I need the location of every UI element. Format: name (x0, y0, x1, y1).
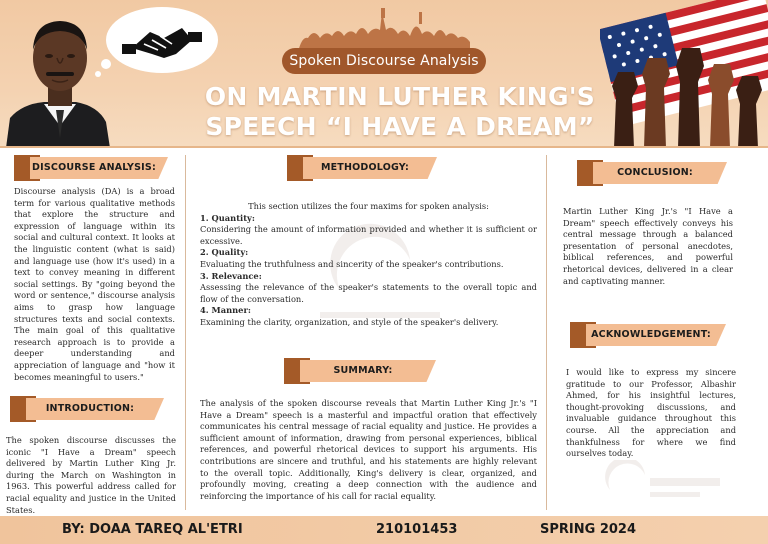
discourse-analysis-banner (14, 155, 168, 181)
conclusion-banner (577, 160, 727, 186)
maxim-text: Examining the clarity, organization, and style of the speaker's delivery. (200, 316, 499, 327)
maxim-title: 4. Manner: (200, 305, 251, 316)
column-divider-left (185, 155, 186, 510)
header-divider (0, 146, 768, 148)
author-name: BY: DOAA TAREQ AL'ETRI (62, 522, 243, 537)
title-line-1: ON MARTIN LUTHER KING'S (204, 82, 596, 111)
topic-pill: Spoken Discourse Analysis (282, 48, 486, 74)
acknowledgement-heading: ACKNOWLEDGEMENT: (591, 329, 711, 340)
discourse-analysis-body: Discourse analysis (DA) is a broad term for various qualitative methods that explore the structure and expression of language within its social and cultural context. It looks at the linguistic content (what is said) and language use (how it's used) in a text to convey meaning in different social settings. By "going beyond the word or sentence," discourse analysis aims to grasp how language structures texts and social contexts. The main goal of this qualitative research approach is to provide a deeper understanding and appreciation of language and "how it becomes meaningful to users." (14, 186, 175, 382)
methodology-heading: METHODOLOGY: (320, 162, 410, 173)
poster-footer (0, 516, 768, 544)
maxim-text: Considering the amount of information provided and whether it is sufficient or excessive. (200, 224, 537, 246)
flag-and-fists-illustration (600, 0, 768, 148)
methodology-banner (287, 155, 437, 181)
crowd-silhouette-icon (298, 8, 470, 52)
summary-heading: SUMMARY: (333, 365, 393, 376)
conclusion-body: Martin Luther King Jr.'s "I Have a Dream" speech effectively conveys his central message through a balanced presentation of personal anecdotes, biblical references, and powerful rhetorical devices, delivered in a clear and captivating manner. (563, 206, 733, 286)
maxim-title: 2. Quality: (200, 247, 249, 258)
poster-header (0, 0, 768, 148)
summary-banner (284, 358, 436, 384)
handshake-thought-bubble-icon (92, 4, 220, 82)
methodology-body (200, 201, 537, 329)
title-line-2: SPEECH “I HAVE A DREAM” (205, 112, 595, 141)
introduction-heading: INTRODUCTION: (45, 403, 135, 414)
maxim-text: Evaluating the truthfulness and sincerity of the speaker's contributions. (200, 258, 504, 269)
summary-body: The analysis of the spoken discourse reveals that Martin Luther King Jr.'s "I Have a Dream" speech is a masterful and impactful oration that effectively communicates his central message of racial equality and justice. He provides a sufficient amount of information, drawing from personal experiences, biblical references, and powerful rhetorical devices to support his arguments. His contributions are sincere and truthful, and his statements are highly relevant to the overall topic. Additionally, King's delivery is clear, organized, and profoundly moving, creating a deep connection with the audience and reinforcing the importance of his call for racial equality. (200, 398, 537, 501)
student-id: 210101453 (376, 522, 458, 537)
discourse-analysis-heading: DISCOURSE ANALYSIS: (32, 162, 156, 173)
column-divider-right (546, 155, 547, 510)
conclusion-heading: CONCLUSION: (617, 167, 693, 178)
maxim-text: Assessing the relevance of the speaker's statements to the overall topic and flow of the conversation. (200, 282, 537, 304)
introduction-body: The spoken discourse discusses the iconic "I Have a Dream" speech delivered by Martin Luther King Jr. during the March on Washington in 1963. This powerful address called for racial equality and justice in the United States. (6, 435, 176, 515)
maxim-title: 3. Relevance: (200, 270, 262, 281)
methodology-intro: This section utilizes the four maxims for spoken analysis: (248, 201, 489, 211)
university-logo-watermark-icon (590, 460, 730, 510)
acknowledgement-banner (570, 322, 726, 348)
acknowledgement-body: I would like to express my sincere gratitude to our Professor, Albashir Ahmed, for his insightful lectures, thought-provoking discussions, and invaluable guidance throughout this course. All the appreciation and thankfulness for where we find ourselves today. (566, 367, 736, 459)
introduction-banner (10, 396, 164, 422)
page-title (150, 82, 650, 142)
maxim-title: 1. Quantity: (200, 212, 255, 223)
term-label: SPRING 2024 (540, 522, 636, 537)
